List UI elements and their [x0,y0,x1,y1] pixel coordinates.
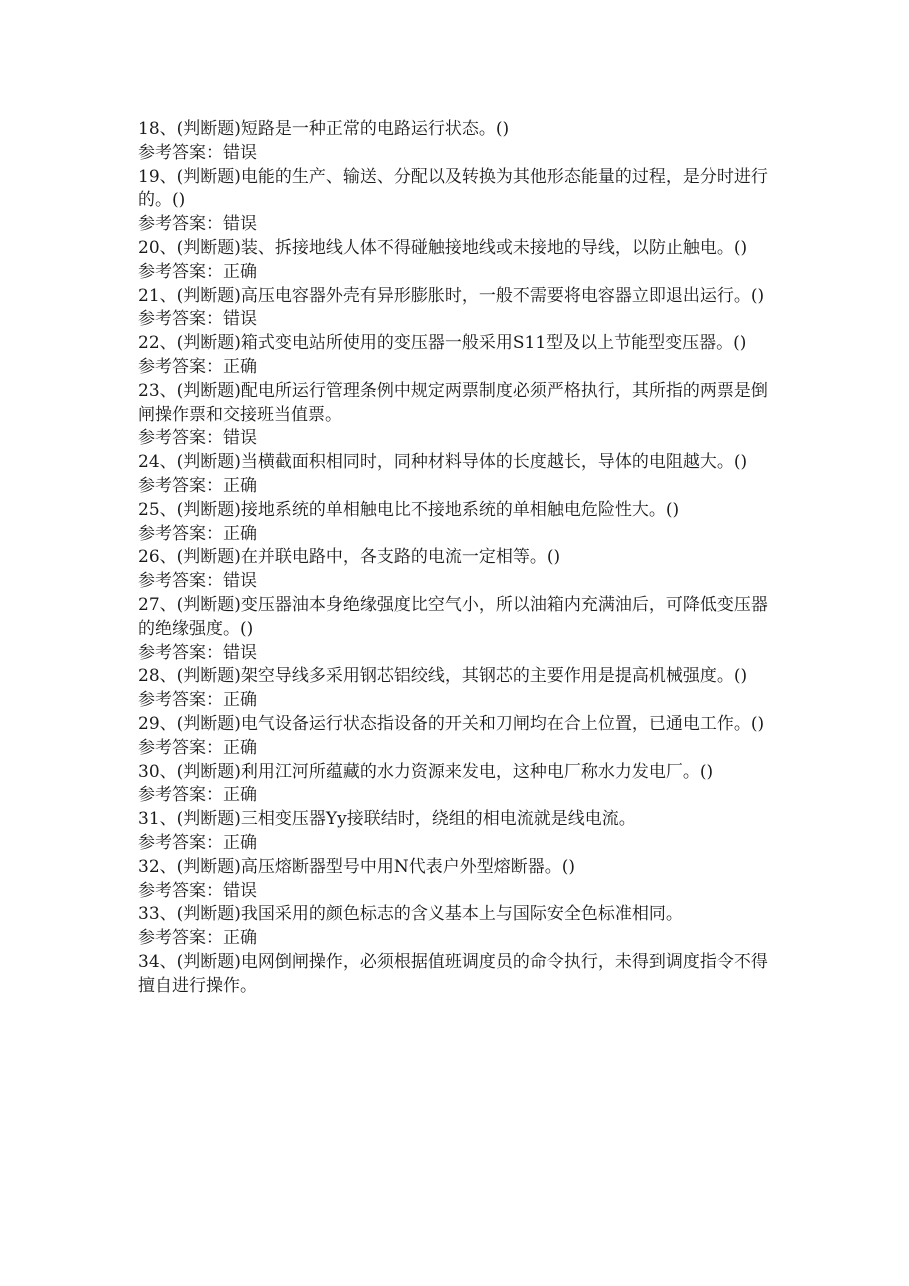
question-item [138,451,778,499]
answer-label: 参考答案： [138,785,223,806]
answer-label: 参考答案： [138,928,223,949]
answer-line [138,261,778,285]
answer-label: 参考答案： [138,690,223,711]
answer-line [138,570,778,594]
answer-label: 参考答案： [138,642,223,663]
answer-label: 参考答案： [138,880,223,901]
answer-line [138,880,778,904]
question-text: 23、(判断题)配电所运行管理条例中规定两票制度必须严格执行，其所指的两票是倒闸操作票和交接班当值票。 [138,380,768,425]
answer-value: 正确 [223,356,257,377]
question-text: 21、(判断题)高压电容器外壳有异形膨胀时，一般不需要将电容器立即退出运行。() [138,285,765,306]
question-item [138,856,778,904]
answer-value: 错误 [223,428,257,449]
answer-value: 错误 [223,214,257,235]
question-item [138,761,778,809]
answer-label: 参考答案： [138,475,223,496]
answer-label: 参考答案： [138,571,223,592]
question-item [138,380,778,451]
question-text: 19、(判断题)电能的生产、输送、分配以及转换为其他形态能量的过程，是分时进行的。() [138,166,768,211]
answer-line [138,737,778,761]
answer-line [138,642,778,666]
answer-label: 参考答案： [138,737,223,758]
answer-label: 参考答案： [138,523,223,544]
answer-label: 参考答案： [138,356,223,377]
answer-value: 正确 [223,475,257,496]
answer-label: 参考答案： [138,832,223,853]
question-text: 30、(判断题)利用江河所蕴藏的水力资源来发电，这种电厂称水力发电厂。() [138,761,714,782]
question-item [138,546,778,594]
answer-line [138,832,778,856]
question-text: 26、(判断题)在并联电路中，各支路的电流一定相等。() [138,547,561,568]
answer-line [138,356,778,380]
answer-line [138,142,778,166]
answer-value: 正确 [223,832,257,853]
question-text: 25、(判断题)接地系统的单相触电比不接地系统的单相触电危险性大。() [138,499,680,520]
question-item [138,499,778,547]
question-item [138,808,778,856]
question-item [138,665,778,713]
question-item [138,166,778,237]
question-text: 20、(判断题)装、拆接地线人体不得碰触接地线或未接地的导线，以防止触电。() [138,237,748,258]
question-text: 32、(判断题)高压熔断器型号中用N代表户外型熔断器。() [138,856,576,877]
answer-value: 正确 [223,261,257,282]
question-item [138,237,778,285]
answer-value: 错误 [223,880,257,901]
question-text: 29、(判断题)电气设备运行状态指设备的开关和刀闸均在合上位置，已通电工作。() [138,713,765,734]
answer-line [138,427,778,451]
question-text: 18、(判断题)短路是一种正常的电路运行状态。() [138,119,510,139]
question-text: 31、(判断题)三相变压器Yy接联结时，绕组的相电流就是线电流。 [138,809,636,830]
answer-line [138,927,778,951]
answer-value: 错误 [223,571,257,592]
answer-line [138,689,778,713]
answer-label: 参考答案： [138,428,223,449]
question-text: 33、(判断题)我国采用的颜色标志的含义基本上与国际安全色标准相同。 [138,904,683,925]
question-text: 22、(判断题)箱式变电站所使用的变压器一般采用S11型及以上节能型变压器。() [138,333,747,354]
answer-line [138,784,778,808]
answer-value: 错误 [223,142,257,163]
question-text: 27、(判断题)变压器油本身绝缘强度比空气小，所以油箱内充满油后，可降低变压器的绝缘强度。() [138,594,768,639]
answer-line [138,475,778,499]
question-list [138,118,778,998]
answer-value: 正确 [223,737,257,758]
answer-value: 正确 [223,928,257,949]
answer-value: 正确 [223,690,257,711]
answer-value: 正确 [223,523,257,544]
question-item [138,713,778,761]
question-text: 34、(判断题)电网倒闸操作，必须根据值班调度员的命令执行，未得到调度指令不得擅自进行操作。 [138,951,768,996]
question-item [138,903,778,951]
answer-label: 参考答案： [138,309,223,330]
answer-label: 参考答案： [138,142,223,163]
answer-line [138,213,778,237]
question-text: 24、(判断题)当横截面积相同时，同种材料导体的长度越长，导体的电阻越大。() [138,452,748,473]
answer-value: 错误 [223,309,257,330]
answer-value: 正确 [223,785,257,806]
answer-label: 参考答案： [138,261,223,282]
answer-line [138,523,778,547]
answer-label: 参考答案： [138,214,223,235]
question-item [138,951,778,999]
question-item [138,285,778,333]
answer-line [138,308,778,332]
question-text: 28、(判断题)架空导线多采用钢芯铝绞线，其钢芯的主要作用是提高机械强度。() [138,666,748,687]
question-item [138,118,778,166]
answer-value: 错误 [223,642,257,663]
question-item [138,332,778,380]
question-item [138,594,778,665]
